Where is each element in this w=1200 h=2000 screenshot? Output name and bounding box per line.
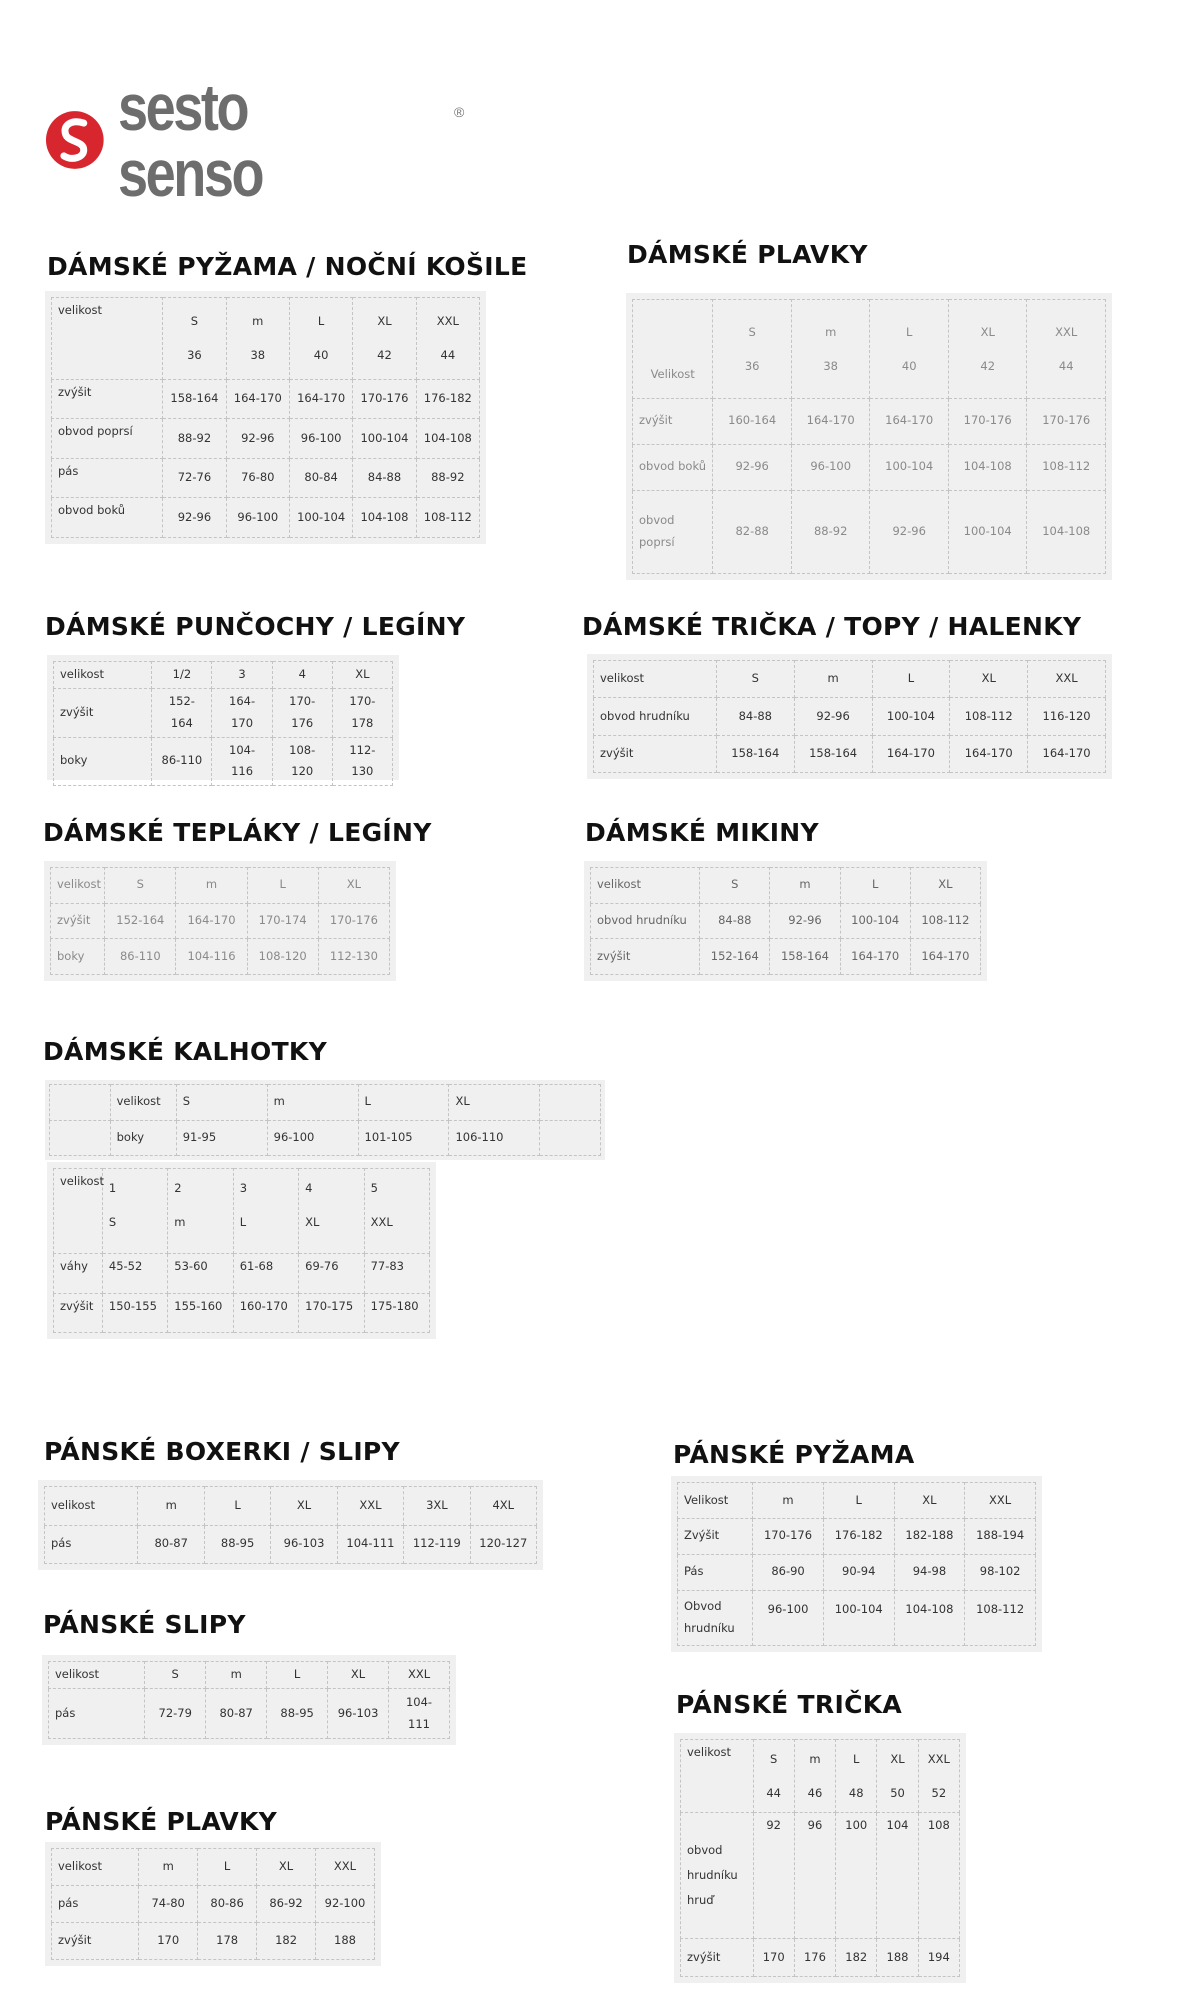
table-row: obvod hrudníku 84-88 92-96 100-104 108-112 116-120 [594,698,1106,735]
size-col: 4 XL [299,1169,364,1254]
size-col: S 36 [713,300,792,399]
table-row: váhy 45-52 53-60 61-68 69-76 77-83 [54,1254,430,1293]
title-panske-tricka: PÁNSKÉ TRIČKA [676,1690,903,1719]
header-cell: velikost [52,298,163,380]
table-header-row: velikost S m L XL [51,868,390,904]
table-row: zvýšit 152-164 164-170 170-174 170-176 [51,903,390,939]
table-panske-slipy [42,1655,456,1745]
table-header-row: velikost S m L XL [591,868,981,904]
table-panske-boxerki [38,1480,543,1570]
size-col: 1 S [102,1169,167,1254]
table-row: zvýšit 158-164 158-164 164-170 164-170 164-170 [594,735,1106,772]
table-header-row: velikost m L XL XXL 3XL 4XL [45,1487,537,1526]
table-row: zvýšit 160-164 164-170 164-170 170-176 170-176 [633,398,1106,444]
table-row: zvýšit 152-164 164-170 170-176 170-178 [54,688,393,737]
table-row: Obvod hrudníku 96-100 100-104 104-108 108-112 [678,1590,1036,1645]
table-row: zvýšit 150-155 155-160 160-170 170-175 175-180 [54,1293,430,1332]
table-row: pás 72-79 80-87 88-95 96-103 104-111 [49,1689,450,1739]
registered-mark: ® [454,104,465,120]
title-damske-mikiny: DÁMSKÉ MIKINY [585,818,819,847]
brand-s-icon [44,109,106,171]
size-col: XL 42 [948,300,1027,399]
table-row: obvod boků 92-96 96-100 100-104 104-108 108-112 [633,444,1106,490]
size-col: 3 L [233,1169,298,1254]
size-col: S 44 [753,1740,794,1813]
table-row: boky 91-95 96-100 101-105 106-110 [50,1120,601,1156]
table-header-row: velikost 1/2 3 4 XL [54,662,393,689]
title-damske-plavky: DÁMSKÉ PLAVKY [627,240,868,269]
table-damske-kalhotky-1 [45,1080,605,1160]
size-col: m 46 [794,1740,835,1813]
title-damske-kalhotky: DÁMSKÉ KALHOTKY [43,1037,327,1066]
size-col: 5 XXL [364,1169,429,1254]
table-damske-puncochy [47,655,399,780]
table-damske-tricka [587,654,1112,779]
size-col: XXL 44 [1027,300,1106,399]
title-damske-puncochy: DÁMSKÉ PUNČOCHY / LEGÍNY [45,612,466,641]
table-row: obvod hrudníku 84-88 92-96 100-104 108-112 [591,903,981,939]
size-col: L 48 [836,1740,877,1813]
size-col: m 38 [226,298,289,380]
brand-name: sesto senso [117,70,262,210]
table-row: obvod boků 92-96 96-100 100-104 104-108 108-112 [52,498,480,538]
table-damske-pyzama [45,291,486,544]
table-row: obvod hrudníku hruď 92 96 100 104 108 [681,1813,960,1939]
size-col: S 36 [163,298,226,380]
table-row: pás 74-80 80-86 86-92 92-100 [52,1886,375,1923]
brand-logo [44,70,465,210]
header-cell: velikost [54,1169,103,1254]
table-row: Zvýšit 170-176 176-182 182-188 188-194 [678,1518,1036,1554]
table-row: pás 80-87 88-95 96-103 104-111 112-119 120-127 [45,1525,537,1564]
header-cell: Velikost [633,300,713,399]
table-header-row: velikost S m L XL XXL [49,1662,450,1689]
size-col: L 40 [289,298,352,380]
table-header-row: velikost m L XL XXL [52,1849,375,1886]
table-row: obvod poprsí 88-92 92-96 96-100 100-104 104-108 [52,419,480,459]
size-col: XXL 52 [918,1740,959,1813]
size-col: XL 42 [353,298,416,380]
table-row: zvýšit 170 178 182 188 [52,1923,375,1960]
table-row: pás 72-76 76-80 80-84 84-88 88-92 [52,458,480,498]
header-cell: velikost [681,1740,754,1813]
table-damske-kalhotky-2 [47,1162,436,1339]
table-panske-pyzama [671,1476,1042,1652]
table-row: boky 86-110 104-116 108-120 112-130 [54,737,393,786]
table-panske-tricka [674,1733,966,1983]
size-col: m 38 [791,300,870,399]
table-row: zvýšit 170 176 182 188 194 [681,1939,960,1977]
table-header-row: velikost S m L XL [50,1085,601,1121]
title-panske-pyzama: PÁNSKÉ PYŽAMA [673,1440,915,1469]
table-row: boky 86-110 104-116 108-120 112-130 [51,939,390,975]
table-row: obvod poprsí 82-88 88-92 92-96 100-104 104-108 [633,490,1106,573]
table-header-row: Velikost m L XL XXL [678,1483,1036,1519]
title-panske-plavky: PÁNSKÉ PLAVKY [45,1807,278,1836]
table-panske-plavky [45,1842,381,1966]
title-panske-slipy: PÁNSKÉ SLIPY [43,1610,246,1639]
table-row: Pás 86-90 90-94 94-98 98-102 [678,1554,1036,1590]
size-col: 2 m [168,1169,233,1254]
title-damske-tricka: DÁMSKÉ TRIČKA / TOPY / HALENKY [582,612,1082,641]
title-damske-pyzama: DÁMSKÉ PYŽAMA / NOČNÍ KOŠILE [47,252,528,281]
title-panske-boxerki: PÁNSKÉ BOXERKI / SLIPY [44,1437,400,1466]
table-row: zvýšit 152-164 158-164 164-170 164-170 [591,939,981,975]
size-col: L 40 [870,300,949,399]
table-row: zvýšit 158-164 164-170 164-170 170-176 176-182 [52,379,480,419]
table-damske-mikiny [584,861,987,981]
table-damske-teplaky [44,861,396,981]
size-col: XXL 44 [416,298,479,380]
table-header-row: velikost S m L XL XXL [594,661,1106,698]
table-damske-plavky [626,293,1112,580]
title-damske-teplaky: DÁMSKÉ TEPLÁKY / LEGÍNY [43,818,432,847]
size-col: XL 50 [877,1740,918,1813]
